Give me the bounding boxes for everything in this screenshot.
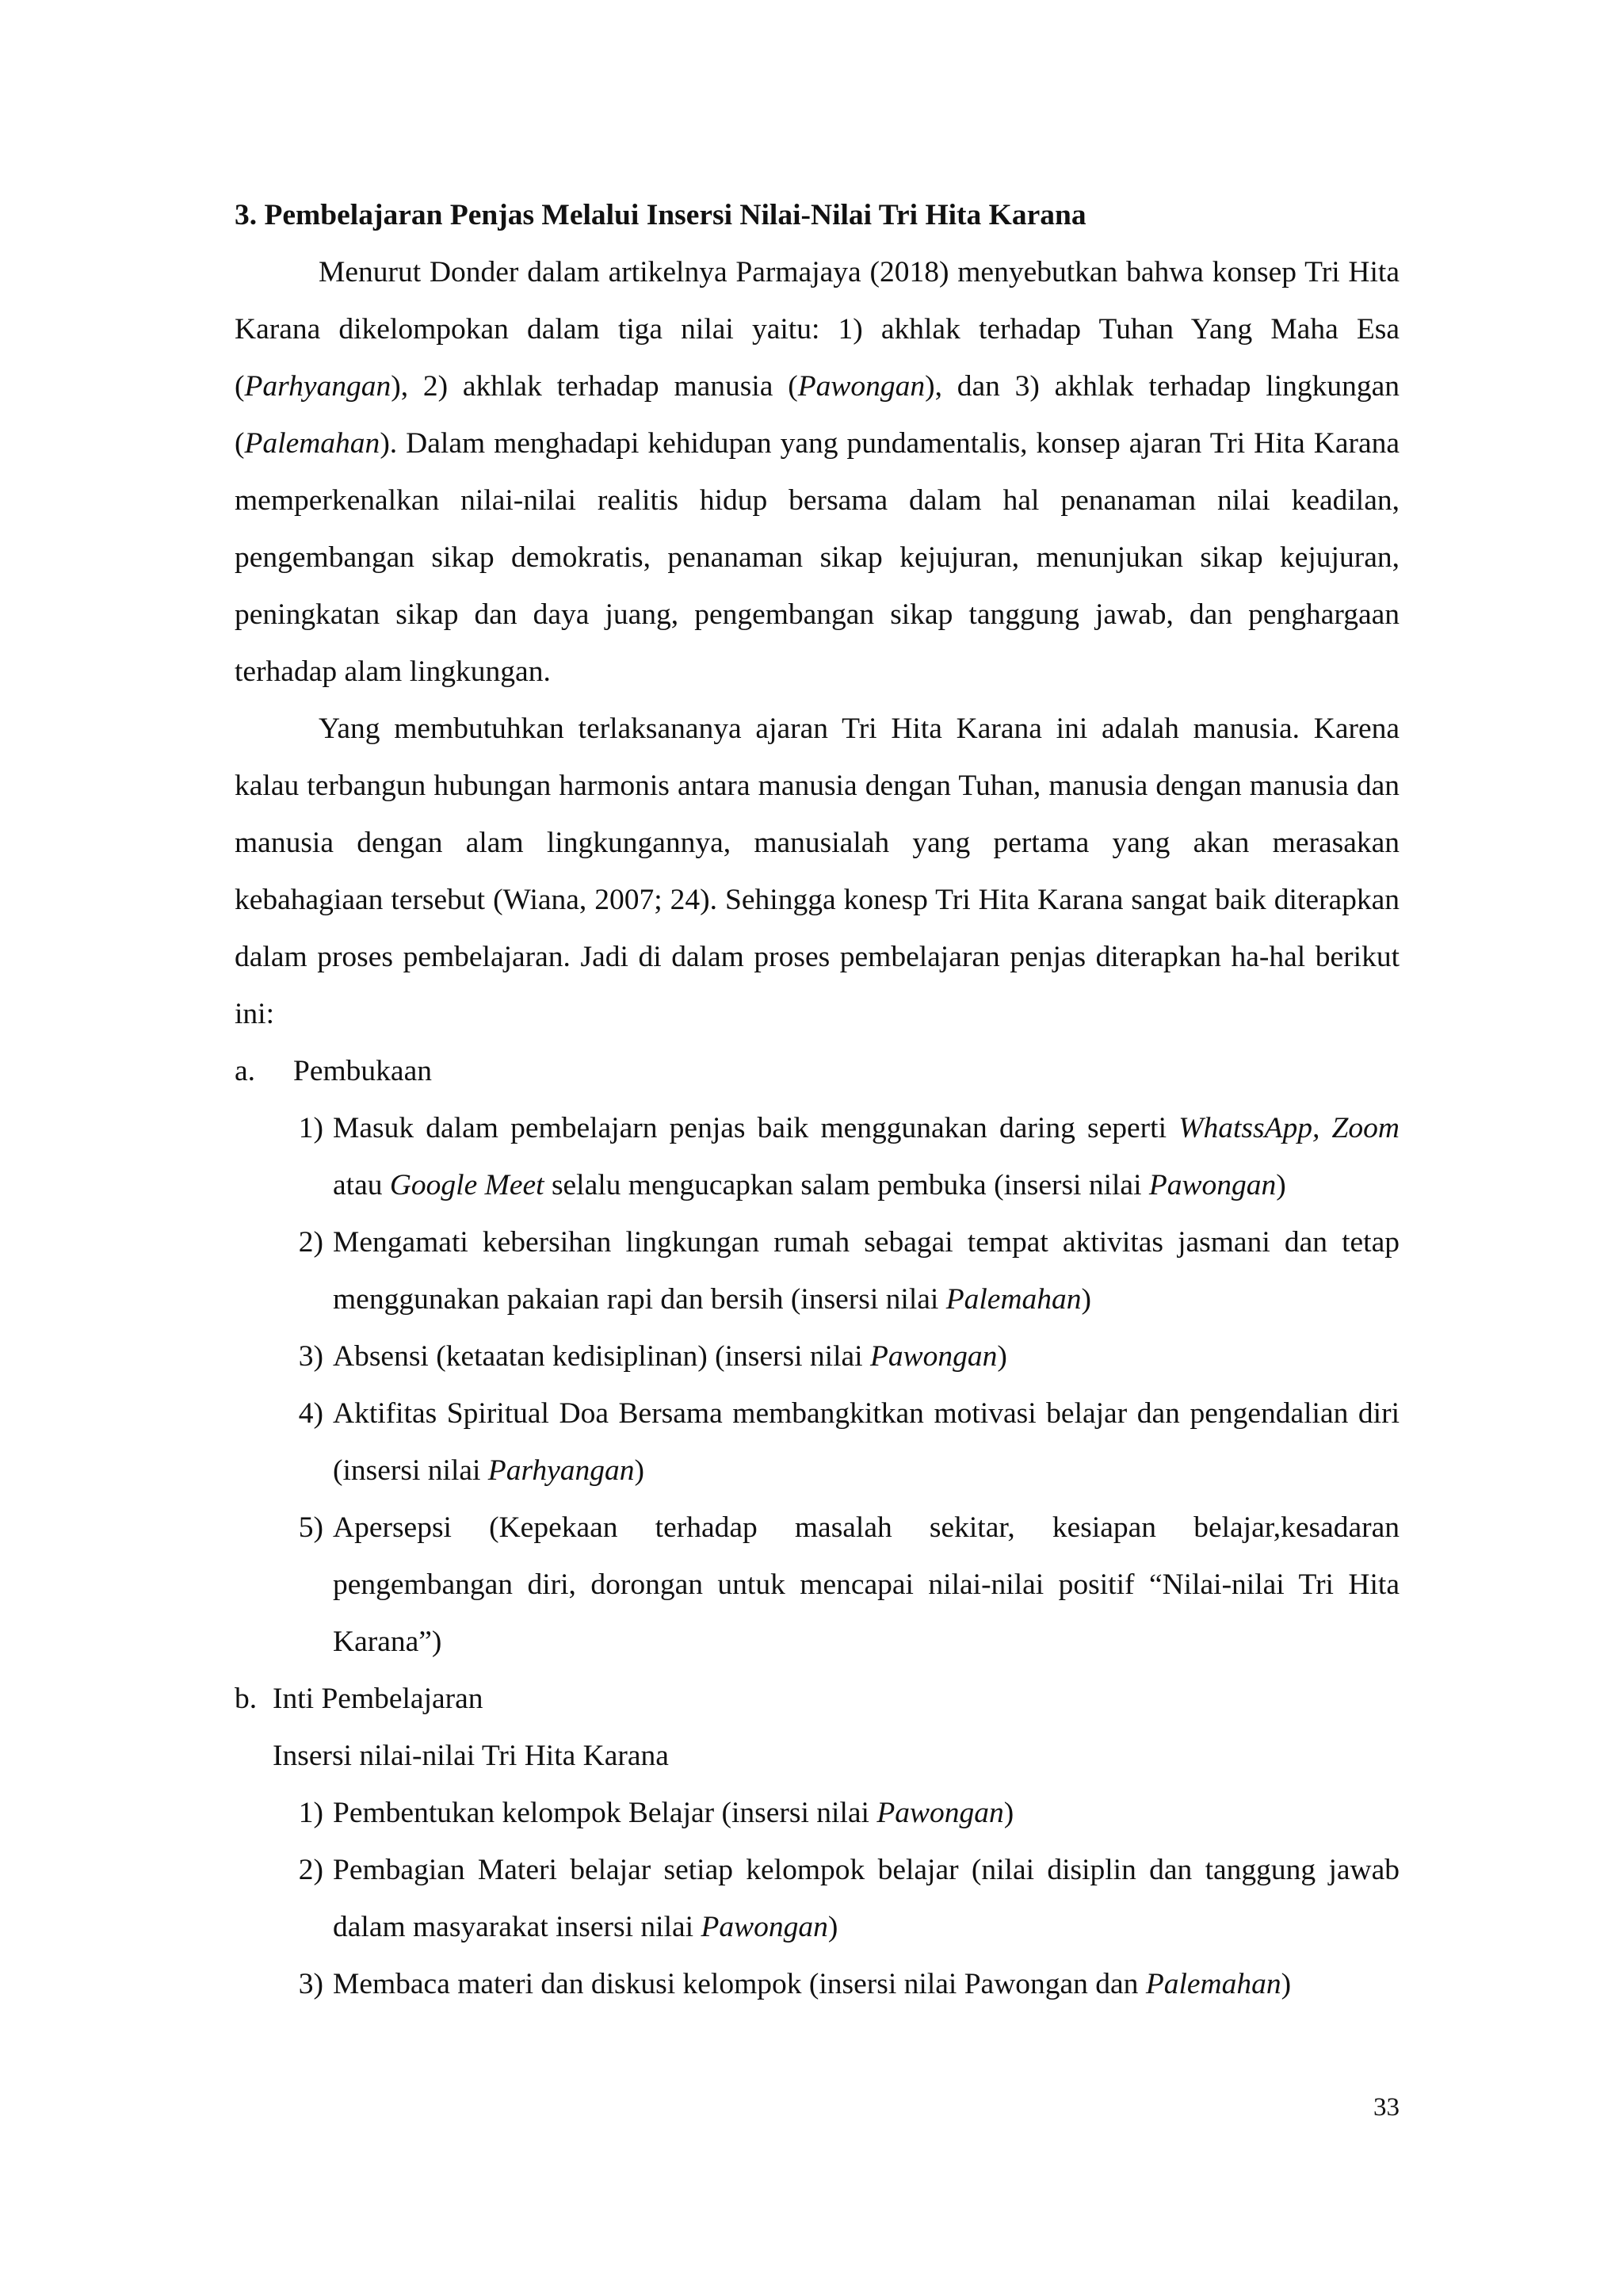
list-item-number: 5)	[298, 1511, 323, 1544]
text-run: )	[1276, 1169, 1286, 1201]
list-item-text	[333, 1214, 1400, 1328]
list-item-number: 2)	[298, 1854, 323, 1886]
italic-text: Pawongan	[701, 1911, 828, 1943]
text-run: )	[827, 1911, 838, 1943]
list-item-number: 1)	[298, 1797, 323, 1829]
list-opening	[235, 1100, 1400, 1671]
text-run: ), 2) akhlak terhadap manusia (	[391, 370, 798, 403]
list-item-number: 3)	[298, 1968, 323, 2000]
italic-text: Palemahan	[1145, 1968, 1281, 2000]
italic-text: WhatssApp, Zoom	[1178, 1112, 1400, 1144]
list-item-text	[333, 1100, 1400, 1214]
italic-text: Parhyangan	[244, 370, 391, 403]
list-item-text	[333, 1785, 1400, 1842]
list-item	[235, 1385, 1400, 1499]
text-run: ). Dalam menghadapi kehidupan yang pundamentalis, konsep ajaran Tri Hita Karana memperkenalkan nilai-nilai realitis hidup bersama dalam hal penanaman nilai keadilan, pengembangan sikap demokratis, penanaman sikap kejujuran, menunjukan sikap kejujuran, peningkatan sikap dan daya juang, pengembangan sikap tanggung jawab, dan penghargaan terhadap alam lingkungan.	[235, 427, 1400, 688]
text-run: Aktifitas Spiritual Doa Bersama membangkitkan motivasi belajar dan pengendalian diri (insersi nilai	[333, 1397, 1400, 1487]
text-run: selalu mengucapkan salam pembuka (insersi nilai	[544, 1169, 1149, 1201]
text-run: Masuk dalam pembelajarn penjas baik menggunakan daring seperti	[333, 1112, 1179, 1144]
list-item-text	[333, 1385, 1400, 1499]
subsection-title: Inti Pembelajaran	[273, 1683, 483, 1715]
list-item-text	[333, 1842, 1400, 1956]
italic-text: Pawongan	[797, 370, 926, 403]
section-title: 3. Pembelajaran Penjas Melalui Insersi Nilai-Nilai Tri Hita Karana	[235, 199, 1086, 231]
text-run: Absensi (ketaatan kedisiplinan) (insersi nilai	[333, 1340, 870, 1373]
italic-text: Pawongan	[1148, 1169, 1277, 1201]
text-run: )	[634, 1454, 645, 1487]
list-item-number: 1)	[298, 1112, 323, 1144]
list-item	[235, 1328, 1400, 1385]
italic-text: Pawongan	[876, 1797, 1004, 1829]
text-run: Pembagian Materi belajar setiap kelompok belajar (nilai disiplin dan tanggung jawab dalam masyarakat insersi nilai	[333, 1854, 1400, 1943]
page-content	[235, 187, 1400, 2013]
subsection-label: b.	[235, 1683, 258, 1715]
list-item-text	[333, 1956, 1400, 2013]
subsection-label: a.	[235, 1055, 256, 1087]
paragraph	[235, 701, 1400, 1043]
list-item-number: 4)	[298, 1397, 323, 1430]
list-item-text	[333, 1499, 1400, 1671]
subsection-subtitle: Insersi nilai-nilai Tri Hita Karana	[273, 1740, 669, 1772]
subsection-heading-a	[235, 1043, 1400, 1100]
text-run: Pembentukan kelompok Belajar (insersi nilai	[333, 1797, 877, 1829]
list-item	[235, 1100, 1400, 1214]
text-run: Apersepsi (Kepekaan terhadap masalah sekitar, kesiapan belajar,kesadaran pengembangan diri, dorongan untuk mencapai nilai-nilai positif “Nilai-nilai Tri Hita Karana”)	[333, 1511, 1400, 1658]
page-number: 33	[1373, 2093, 1400, 2122]
italic-text: Parhyangan	[487, 1454, 635, 1487]
list-item	[235, 1499, 1400, 1671]
text-run: Mengamati kebersihan lingkungan rumah sebagai tempat aktivitas jasmani dan tetap menggunakan pakaian rapi dan bersih (insersi nilai	[333, 1226, 1400, 1316]
italic-text: Pawongan	[869, 1340, 998, 1373]
text-run: Yang membutuhkan terlaksananya ajaran Tri Hita Karana ini adalah manusia. Karena kalau terbangun hubungan harmonis antara manusia dengan Tuhan, manusia dengan manusia dan manusia dengan alam lingkungannya, manusialah yang pertama yang akan merasakan kebahagiaan tersebut (Wiana, 2007; 24). Sehingga konesp Tri Hita Karana sangat baik diterapkan dalam proses pembelajaran. Jadi di dalam proses pembelajaran penjas diterapkan ha-hal berikut ini:	[235, 712, 1400, 1030]
text-run: atau	[333, 1169, 390, 1201]
text-run: )	[997, 1340, 1007, 1373]
text-run: )	[1003, 1797, 1014, 1829]
subsection-heading-b	[235, 1671, 1400, 1728]
list-item-number: 3)	[298, 1340, 323, 1373]
text-run: Membaca materi dan diskusi kelompok (insersi nilai Pawongan dan	[333, 1968, 1146, 2000]
list-item	[235, 1842, 1400, 1956]
list-item-text	[333, 1328, 1400, 1385]
text-run: )	[1081, 1283, 1092, 1316]
italic-text: Palemahan	[244, 427, 380, 460]
list-item	[235, 1214, 1400, 1328]
italic-text: Palemahan	[945, 1283, 1082, 1316]
subsection-title: Pembukaan	[293, 1055, 432, 1087]
list-item	[235, 1785, 1400, 1842]
paragraph	[235, 244, 1400, 701]
italic-text: Google Meet	[389, 1169, 544, 1201]
list-core	[235, 1785, 1400, 2013]
list-item-number: 2)	[298, 1226, 323, 1259]
list-item	[235, 1956, 1400, 2013]
text-run: ), dan 3) akhlak terhadap lingkungan (	[235, 370, 1400, 460]
text-run: Menurut Donder dalam artikelnya Parmajaya (2018) menyebutkan bahwa konsep Tri Hita Karana dikelompokan dalam tiga nilai yaitu: 1) akhlak terhadap Tuhan Yang Maha Esa (	[235, 256, 1400, 403]
text-run: )	[1281, 1968, 1292, 2000]
